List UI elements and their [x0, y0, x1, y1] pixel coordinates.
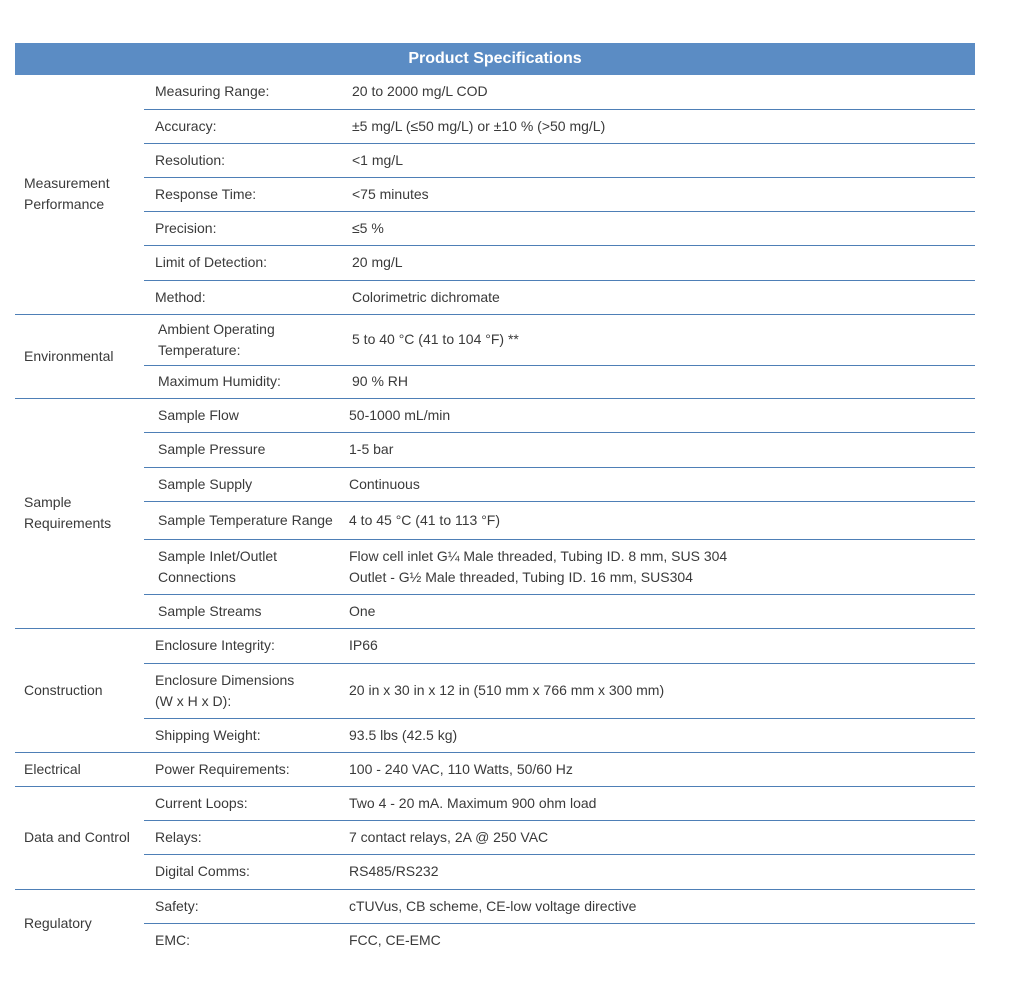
table-row: [15, 398, 975, 432]
spec-label-line: Connections: [158, 568, 236, 585]
spec-label: [144, 467, 334, 501]
spec-label: [144, 143, 334, 177]
spec-label: [144, 663, 334, 718]
spec-value-line: FCC, CE-EMC: [349, 931, 441, 948]
spec-value-line: 5 to 40 °C (41 to 104 °F) **: [352, 331, 519, 347]
table-row: [15, 75, 975, 109]
spec-value: [334, 314, 975, 365]
group-name-line: Construction: [24, 681, 103, 698]
spec-label: [144, 245, 334, 280]
spec-label-line: Precision:: [155, 219, 217, 236]
spec-label: [144, 786, 334, 820]
spec-value-line: <75 minutes: [352, 185, 429, 202]
spec-value: [334, 143, 975, 177]
group-name: [15, 75, 144, 314]
group-name-line: Environmental: [24, 347, 114, 364]
spec-label-line: Method:: [155, 288, 206, 305]
spec-label-line: (W x H x D):: [155, 692, 232, 709]
spec-label-line: Enclosure Dimensions: [155, 671, 295, 688]
table-row: [15, 663, 975, 718]
spec-value: [334, 923, 975, 957]
spec-value-line: <1 mg/L: [352, 151, 403, 168]
group-name-line: Sample: [24, 494, 72, 510]
group-name: [15, 628, 144, 752]
table-row: [15, 628, 975, 663]
spec-label: [144, 752, 334, 786]
spec-value-line: 90 % RH: [352, 373, 409, 389]
spec-value-line: 7 contact relays, 2A @ 250 VAC: [349, 828, 549, 845]
spec-table-body: [15, 75, 975, 957]
spec-label: [144, 628, 334, 663]
spec-label-line: Measuring Range:: [155, 83, 270, 100]
group-name: [15, 752, 144, 786]
table-row: [15, 143, 975, 177]
spec-label-line: Sample Inlet/Outlet: [158, 547, 278, 564]
table-row: [15, 211, 975, 245]
table-row: [15, 594, 975, 628]
spec-value-line: 93.5 lbs (42.5 kg): [349, 726, 458, 743]
group-name: [15, 786, 144, 889]
spec-value: [334, 75, 975, 109]
spec-label: [144, 280, 334, 314]
spec-value-line: 100 - 240 VAC, 110 Watts, 50/60 Hz: [349, 760, 573, 777]
group-name: [15, 314, 144, 398]
spec-value: [334, 467, 975, 501]
spec-label-line: Sample Supply: [158, 475, 253, 492]
spec-value-line: 20 mg/L: [352, 254, 403, 270]
spec-value: [334, 539, 975, 594]
group-name-line: Data and Control: [24, 829, 130, 845]
spec-label: [144, 109, 334, 143]
table-row: [15, 752, 975, 786]
spec-label: [144, 314, 334, 365]
spec-sheet: [15, 43, 975, 957]
spec-label-line: Ambient Operating: [158, 320, 275, 337]
spec-label-line: Limit of Detection:: [155, 254, 268, 270]
table-row: [15, 467, 975, 501]
spec-value: [334, 501, 975, 539]
table-row: [15, 889, 975, 923]
spec-value: [334, 109, 975, 143]
spec-label-line: Enclosure Integrity:: [155, 637, 275, 653]
spec-value-line: ±5 mg/L (≤50 mg/L) or ±10 % (>50 mg/L): [352, 117, 606, 134]
spec-label-line: EMC:: [155, 931, 190, 948]
spec-value: [334, 854, 975, 889]
spec-label-line: Digital Comms:: [155, 863, 250, 879]
spec-value: [334, 889, 975, 923]
spec-label: [144, 820, 334, 854]
spec-value: [334, 628, 975, 663]
spec-value-line: RS485/RS232: [349, 863, 439, 879]
spec-label-line: Sample Flow: [158, 406, 239, 423]
spec-value: [334, 786, 975, 820]
spec-value-line: IP66: [349, 637, 378, 653]
spec-value: [334, 177, 975, 211]
spec-value-line: ≤5 %: [352, 219, 384, 236]
spec-value: [334, 280, 975, 314]
table-row: [15, 177, 975, 211]
table-row: [15, 365, 975, 398]
spec-label: [144, 539, 334, 594]
spec-value: [334, 432, 975, 467]
group-name: [15, 889, 144, 957]
spec-label: [144, 177, 334, 211]
spec-label-line: Temperature:: [158, 341, 241, 358]
spec-value-line: Two 4 - 20 mA. Maximum 900 ohm load: [349, 794, 597, 811]
spec-value-line: Flow cell inlet G¼ Male threaded, Tubing ID. 8 mm, SUS 304: [349, 547, 728, 564]
spec-label: [144, 718, 334, 752]
spec-label: [144, 398, 334, 432]
spec-value-line: One: [349, 602, 376, 619]
spec-label-line: Shipping Weight:: [155, 726, 261, 743]
spec-label-line: Resolution:: [155, 151, 226, 168]
spec-label-line: Maximum Humidity:: [158, 373, 281, 389]
spec-label-line: Sample Streams: [158, 602, 262, 619]
spec-value-line: 4 to 45 °C (41 to 113 °F): [349, 511, 501, 528]
spec-label-line: Relays:: [155, 828, 202, 845]
spec-label: [144, 594, 334, 628]
table-row: [15, 923, 975, 957]
spec-value: [334, 365, 975, 398]
spec-value: [334, 663, 975, 718]
spec-label-line: Safety:: [155, 897, 199, 914]
spec-table: [15, 75, 975, 957]
spec-value-line: 20 to 2000 mg/L COD: [352, 83, 488, 100]
table-row: [15, 280, 975, 314]
spec-label-line: Power Requirements:: [155, 760, 290, 777]
table-row: [15, 109, 975, 143]
table-row: [15, 314, 975, 365]
spec-value-line: 20 in x 30 in x 12 in (510 mm x 766 mm x 300 mm): [349, 682, 665, 698]
spec-value-line: Continuous: [349, 475, 420, 492]
spec-label-line: Sample Pressure: [158, 441, 266, 457]
group-name-line: Electrical: [24, 760, 81, 777]
spec-value-line: 50-1000 mL/min: [349, 406, 451, 423]
spec-label-line: Response Time:: [155, 185, 257, 202]
table-row: [15, 854, 975, 889]
table-row: [15, 501, 975, 539]
spec-label: [144, 211, 334, 245]
spec-value-line: cTUVus, CB scheme, CE-low voltage directive: [349, 897, 637, 914]
spec-value-line: Colorimetric dichromate: [352, 288, 500, 305]
spec-label: [144, 75, 334, 109]
spec-value: [334, 820, 975, 854]
group-name-line: Performance: [24, 196, 105, 213]
table-row: [15, 432, 975, 467]
spec-label: [144, 854, 334, 889]
spec-label: [144, 432, 334, 467]
table-row: [15, 539, 975, 594]
spec-value: [334, 211, 975, 245]
spec-value-line: Outlet - G½ Male threaded, Tubing ID. 16 mm, SUS304: [349, 568, 693, 585]
spec-value: [334, 752, 975, 786]
spec-label: [144, 889, 334, 923]
spec-label-line: Current Loops:: [155, 794, 248, 811]
spec-value-line: 1-5 bar: [349, 441, 394, 457]
spec-value: [334, 718, 975, 752]
group-name: [15, 398, 144, 628]
spec-value: [334, 245, 975, 280]
spec-label-line: Accuracy:: [155, 117, 217, 134]
table-row: [15, 786, 975, 820]
spec-label: [144, 501, 334, 539]
table-row: [15, 820, 975, 854]
spec-value: [334, 398, 975, 432]
spec-label: [144, 923, 334, 957]
spec-value: [334, 594, 975, 628]
table-title: Product Specifications: [15, 43, 975, 75]
spec-label-line: Sample Temperature Range: [158, 511, 333, 528]
group-name-line: Measurement: [24, 175, 110, 192]
spec-label: [144, 365, 334, 398]
group-name-line: Regulatory: [24, 914, 92, 931]
table-row: [15, 718, 975, 752]
table-row: [15, 245, 975, 280]
group-name-line: Requirements: [24, 515, 112, 531]
